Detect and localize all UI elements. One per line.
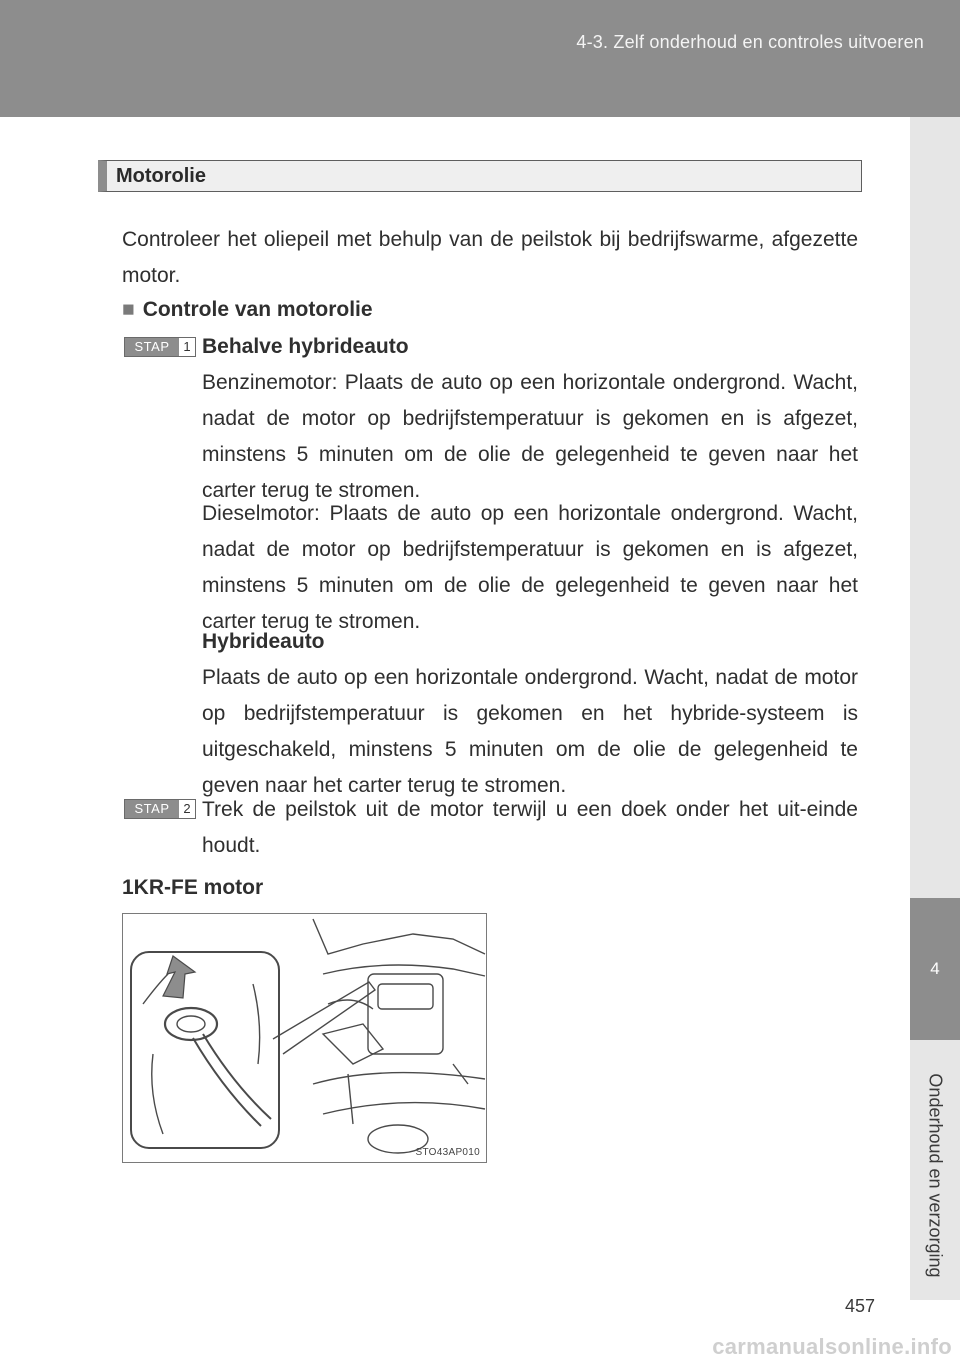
chapter-title: Onderhoud en verzorging [925, 1072, 946, 1278]
dipstick-illustration [123, 914, 487, 1163]
section-title: Motorolie [116, 165, 206, 187]
watermark: carmanualsonline.info [712, 1334, 952, 1359]
step-1-hybrid-text: Plaats de auto op een horizontale ondergrond. Wacht, nadat de motor op bedrijfstemperatuur is gekomen en het hybride-systeem is uitgeschakeld, minstens 5 minuten om de olie de gelegenheid te geven naar het carter terug te stromen. [202, 666, 858, 797]
figure-caption: 1KR-FE motor [122, 876, 264, 899]
step-1-badge [124, 337, 196, 357]
step-badge-label: STAP [125, 800, 179, 818]
pull-arrow-icon [163, 956, 195, 998]
step-1-petrol-text: Benzinemotor: Plaats de auto op een horizontale ondergrond. Wacht, nadat de motor op bedrijfstemperatuur is gekomen en is afgezet, minstens 5 minuten om de olie de gelegenheid te geven naar het carter terug te stromen. [202, 371, 858, 502]
subheading-text: Controle van motorolie [142, 298, 373, 321]
step-1-block [202, 329, 858, 509]
step-1-hybrid-block [202, 624, 858, 804]
step-2-text: Trek de peilstok uit de motor terwijl u een doek onder het uit-einde houdt. [202, 798, 858, 857]
step-1-hybrid-title: Hybrideauto [202, 630, 325, 653]
step-badge-number: 2 [179, 800, 195, 818]
step-badge-label: STAP [125, 338, 179, 356]
step-2-block [202, 792, 858, 864]
header-band [0, 0, 960, 117]
step-1-diesel-block [202, 496, 858, 640]
chapter-number-tab: 4 [910, 898, 960, 1040]
subheading [122, 292, 373, 328]
step-2-badge [124, 799, 196, 819]
step-1-diesel-text: Dieselmotor: Plaats de auto op een horizontale ondergrond. Wacht, nadat de motor op bedrijfstemperatuur is gekomen en is afgezet, minstens 5 minuten om de olie de gelegenheid te geven naar het carter terug te stromen. [202, 502, 858, 633]
figure-code: STO43AP010 [415, 1147, 480, 1158]
chapter-title-tab [905, 1055, 960, 1295]
section-header [98, 160, 862, 192]
section-reference: 4-3. Zelf onderhoud en controles uitvoeren [576, 32, 924, 52]
intro-paragraph: Controleer het oliepeil met behulp van de peilstok bij bedrijfswarme, afgezette motor. [122, 228, 858, 287]
step-1-title: Behalve hybrideauto [202, 335, 409, 358]
square-bullet-icon: ■ [122, 298, 135, 321]
page-number: 457 [845, 1296, 876, 1316]
engine-illustration [122, 913, 487, 1163]
step-badge-number: 1 [179, 338, 195, 356]
